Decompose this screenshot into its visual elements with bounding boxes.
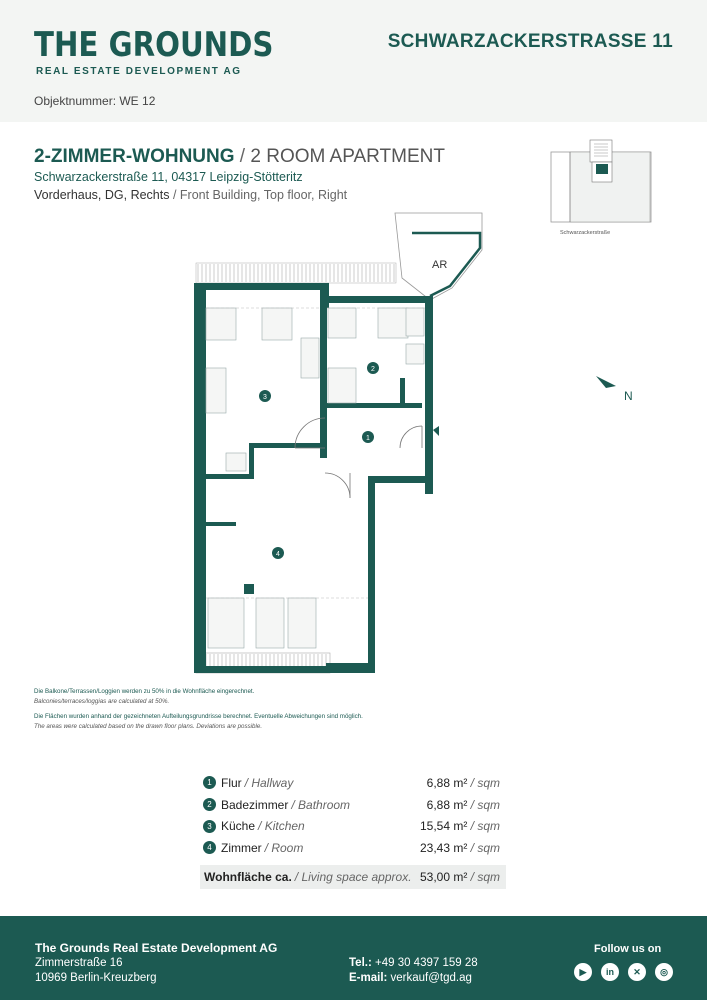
email-label: E-mail: (349, 972, 388, 984)
key-plan (550, 136, 654, 232)
apartment-title-en: 2 ROOM APARTMENT (250, 146, 445, 167)
apartment-title (34, 146, 445, 168)
total-area-value: 53,00 m² (419, 869, 468, 884)
note-areas-de: Die Flächen wurden anhand der gezeichneten Aufteilungsgrundrisse berechnet. Eventuelle Abweichungen sind möglich. (34, 712, 363, 720)
object-number: Objektnummer: WE 12 (34, 94, 156, 108)
location-en: / Front Building, Top floor, Right (169, 188, 348, 202)
follow-us-label: Follow us on (594, 943, 662, 955)
apartment-address: Schwarzackerstraße 11, 04317 Leipzig-Stötteritz (34, 170, 303, 184)
room-area-value: 6,88 m² (426, 797, 468, 812)
room-area (427, 776, 500, 790)
room-markers (259, 362, 379, 559)
room-name-de: Badezimmer (221, 797, 289, 812)
room-area-unit: / sqm (467, 797, 500, 812)
room-number-badge: 1 (203, 776, 216, 789)
location-de: Vorderhaus, DG, Rechts (34, 188, 170, 202)
room-name-en: / Room (264, 840, 304, 855)
room-marker-4: 4 (276, 551, 280, 558)
apartment-title-de: 2-ZIMMER-WOHNUNG (34, 146, 235, 167)
phone-number[interactable]: +49 30 4397 159 28 (371, 957, 478, 969)
footer-street: Zimmerstraße 16 (35, 957, 123, 969)
note-balcony-en: Balconies/terraces/loggias are calculated at 50%. (34, 698, 170, 706)
room-row (200, 815, 506, 837)
email-address[interactable]: verkauf@tgd.ag (387, 972, 472, 984)
room-name-en: / Bathroom (291, 797, 351, 812)
street-title: SCHWARZACKERSTRASSE 11 (387, 31, 673, 52)
room-marker-3: 3 (263, 394, 267, 401)
room-area-value: 6,88 m² (426, 775, 468, 790)
total-living-space-row (200, 865, 506, 889)
apartment-location (34, 188, 347, 202)
footer-company: The Grounds Real Estate Development AG (35, 941, 278, 955)
room-number-badge: 3 (203, 820, 216, 833)
logo-tagline: REAL ESTATE DEVELOPMENT AG (36, 66, 242, 77)
instagram-icon[interactable]: ◎ (655, 963, 673, 981)
room-row (200, 772, 506, 794)
footer (0, 916, 707, 1000)
total-area-unit: / sqm (467, 869, 500, 884)
youtube-icon[interactable]: ▶ (574, 963, 592, 981)
room-area-unit: / sqm (467, 819, 500, 834)
phone-label: Tel.: (349, 957, 372, 969)
note-balcony-de: Die Balkone/Terrassen/Loggien werden zu 50% in die Wohnfläche eingerechnet. (34, 688, 255, 695)
total-label-de: Wohnfläche ca. (204, 869, 292, 884)
total-area (420, 870, 500, 884)
room-area-unit: / sqm (467, 775, 500, 790)
room-name-de: Zimmer (221, 840, 262, 855)
room-table (200, 772, 506, 889)
room-area (420, 841, 500, 855)
total-label-en: / Living space approx. (294, 869, 412, 884)
room-marker-2: 2 (371, 366, 375, 373)
linkedin-icon[interactable]: in (601, 963, 619, 981)
floor-plan (190, 208, 490, 678)
footer-email (349, 972, 472, 984)
room-number-badge: 4 (203, 841, 216, 854)
notes (34, 688, 674, 738)
room-name-en: / Hallway (244, 775, 294, 790)
room-area (420, 819, 500, 833)
room-row (200, 837, 506, 859)
room-area-unit: / sqm (467, 840, 500, 855)
logo-wordmark: THE GROUNDS (34, 25, 274, 65)
room-area-value: 15,54 m² (419, 819, 468, 834)
room-row (200, 794, 506, 816)
footer-city: 10969 Berlin-Kreuzberg (35, 972, 157, 984)
room-area (427, 798, 500, 812)
ar-label: AR (432, 259, 448, 271)
room-name-de: Küche (221, 819, 256, 834)
room-number-badge: 2 (203, 798, 216, 811)
footer-phone (349, 957, 478, 969)
header (0, 0, 707, 122)
room-name-en: / Kitchen (258, 819, 305, 834)
note-areas-en: The areas were calculated based on the drawn floor plans. Deviations are possible. (34, 723, 263, 731)
room-area-value: 23,43 m² (419, 840, 468, 855)
xing-icon[interactable]: ✕ (628, 963, 646, 981)
north-label: N (624, 389, 633, 403)
key-plan-label: Schwarzackerstraße (560, 230, 611, 236)
room-marker-1: 1 (366, 435, 370, 442)
title-separator: / (234, 146, 251, 167)
room-name-de: Flur (221, 775, 242, 790)
